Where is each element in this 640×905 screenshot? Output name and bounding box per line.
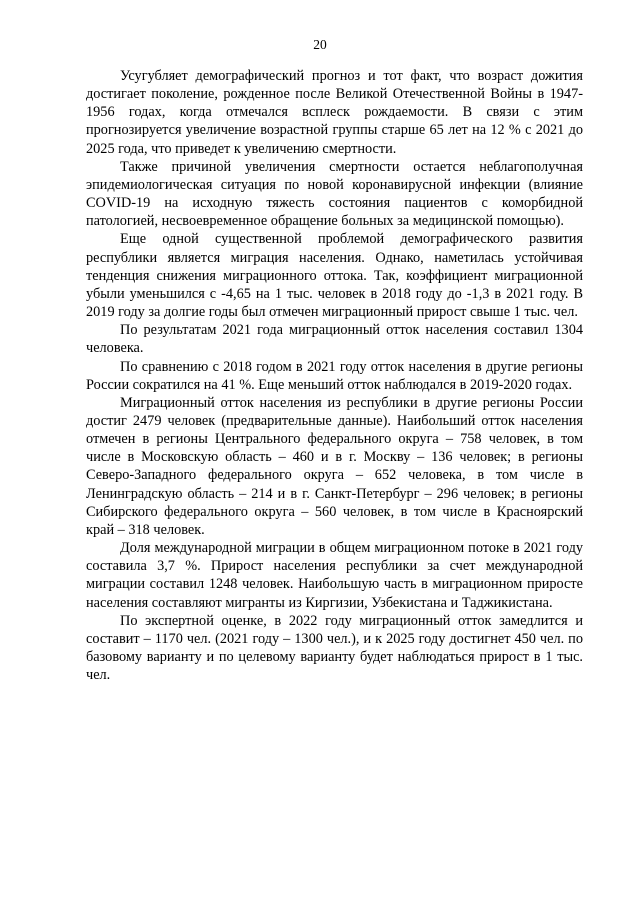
paragraph-migration-comparison: По сравнению с 2018 годом в 2021 году отток населения в другие регионы России сократился на 41 %. Еще меньший отток наблюдался в 2019-2020 годах.: [86, 358, 583, 393]
paragraph-migration-regions: Миграционный отток населения из республики в другие регионы России достиг 2479 человек (предварительные данные). Наибольший отток населения отмечен в регионы Центрального федерального округа – 758 человек, в том числе в Московскую область – 460 и в г. Москву – 136 человек; в регионы Северо-Западного федерального округа – 652 человека, в том числе в Ленинградскую область – 214 и в г. Санкт-Петербург – 296 человек; в регионы Сибирского федерального округа – 560 человек, в том числе в Красноярский край – 318 человек.: [86, 394, 583, 538]
paragraph-demographic-forecast: Усугубляет демографический прогноз и тот факт, что возраст дожития достигает поколение, рожденное после Великой Отечественной Войны в 1947-1956 годах, когда отмечался всплеск рождаемости. В связи с этим прогнозируется увеличение возрастной группы старше 65 лет на 12 % с 2021 до 2025 года, что приведет к увеличению смертности.: [86, 68, 583, 157]
page-number: 20: [313, 37, 327, 52]
paragraph-international-migration: Доля международной миграции в общем миграционном потоке в 2021 году составила 3,7 %. Прирост населения республики за счет международной миграции составил 1248 человек. Наибольшую часть в миграционном приросте населения составляют мигранты из Киргизии, Узбекистана и Таджикистана.: [86, 540, 583, 611]
paragraph-mortality-covid: Также причиной увеличения смертности остается неблагополучная эпидемиологическая ситуация по новой коронавирусной инфекции (влияние COVID-19 на исходную тяжесть состояния пациентов с коморбидной патологией, несвоевременное обращение больных за медицинской помощью).: [86, 158, 583, 230]
document-body: [86, 67, 583, 684]
paragraph-expert-forecast: По экспертной оценке, в 2022 году миграционный отток замедлится и составит – 1170 чел. (2021 году – 1300 чел.), и к 2025 году достигнет 450 чел. по базовому варианту и по целевому варианту будет наблюдаться прирост в 1 тыс. чел.: [86, 612, 583, 684]
paragraph-migration-problem: Еще одной существенной проблемой демографического развития республики является миграция населения. Однако, наметилась устойчивая тенденция снижения миграционного оттока. Так, коэффициент миграционной убыли уменьшился с -4,65 на 1 тыс. человек в 2018 году до -1,3 в 2021 году. В 2019 году за долгие годы был отмечен миграционный прирост свыше 1 тыс. чел.: [86, 231, 583, 321]
paragraph-migration-2021-result: По результатам 2021 года миграционный отток населения составил 1304 человека.: [86, 322, 583, 357]
